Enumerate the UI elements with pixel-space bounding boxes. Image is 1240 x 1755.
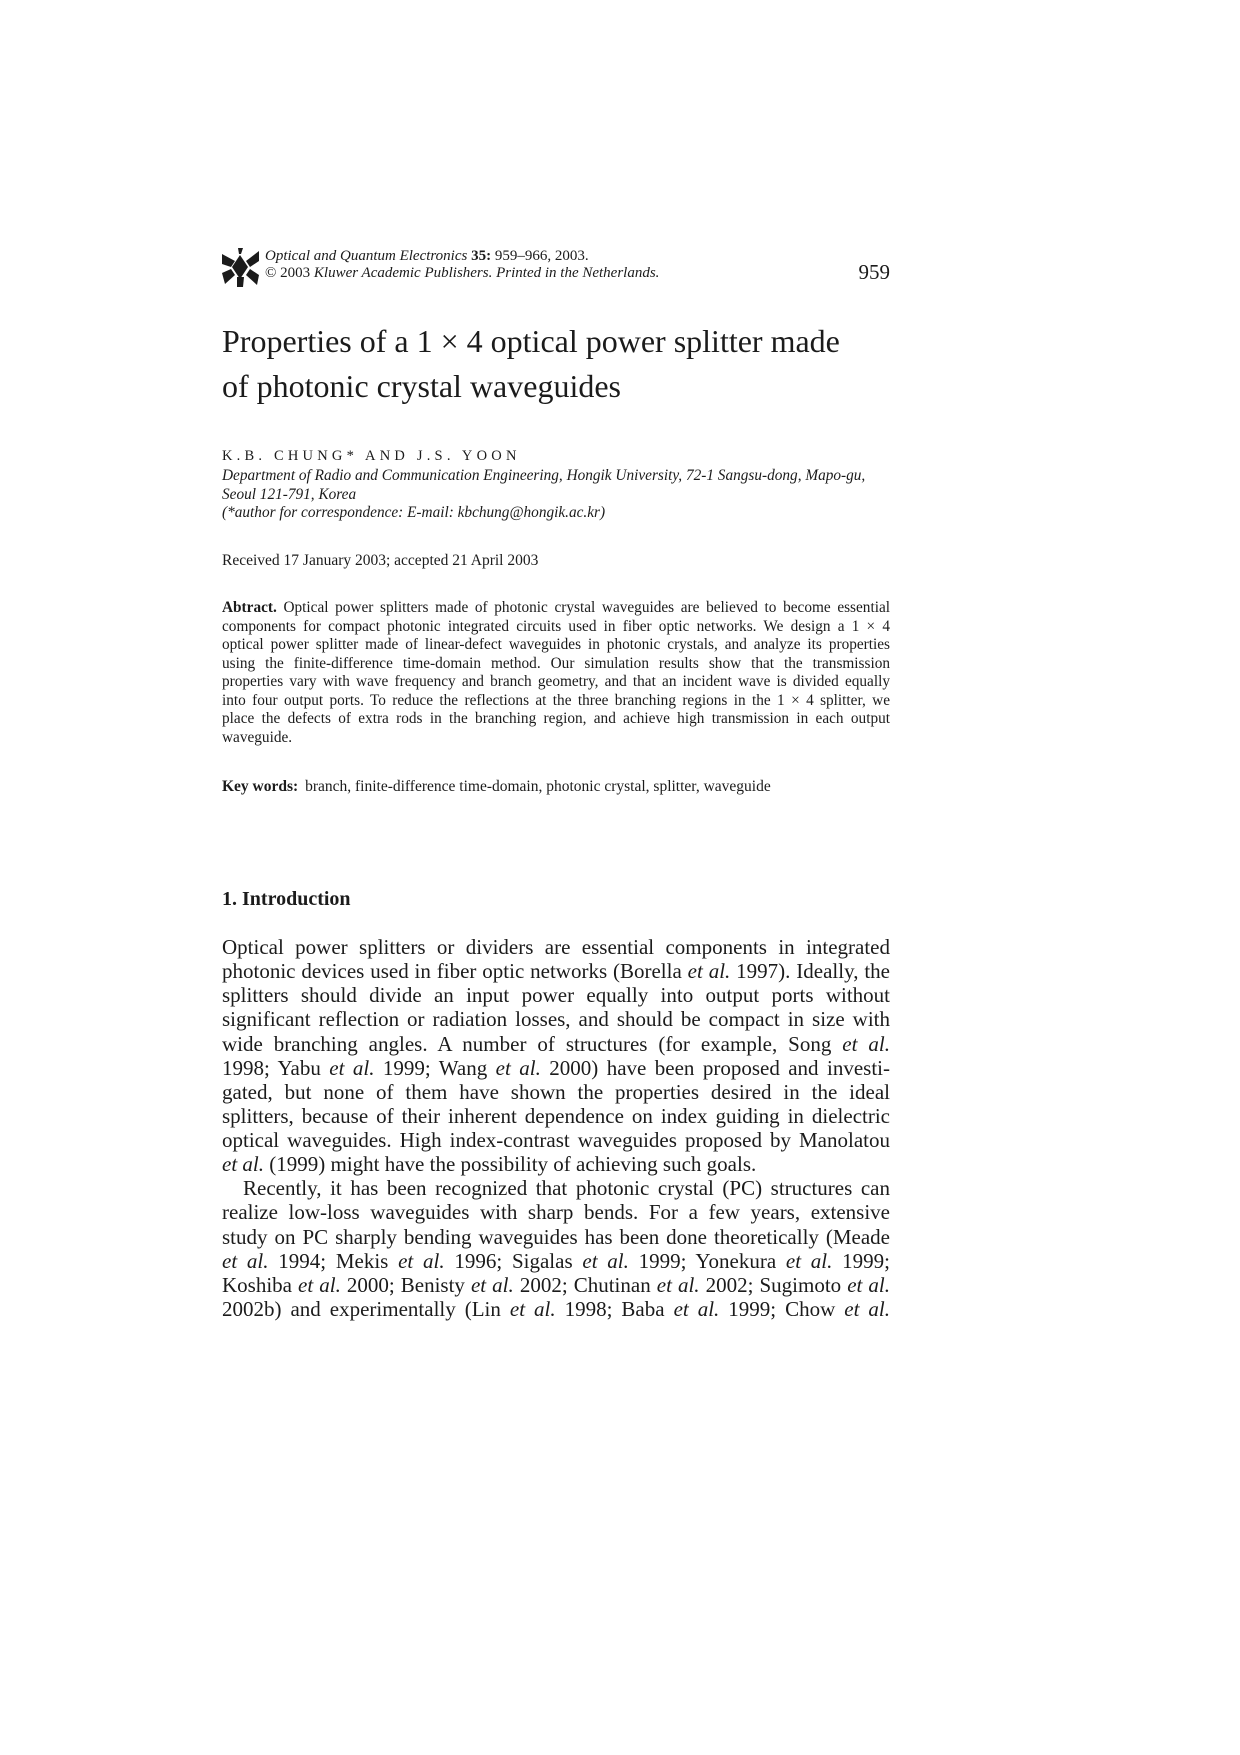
- italic-text: et al.: [298, 1272, 341, 1297]
- body-paragraph: [222, 1176, 890, 1321]
- text-run: splitters, because of their inherent dependence on index guiding in dielectric: [222, 1103, 890, 1128]
- keywords-text: branch, finite-difference time-domain, photonic crystal, splitter, waveguide: [305, 778, 771, 795]
- text-run: photonic devices used in fiber optic networks (Borella: [222, 959, 688, 984]
- affiliation-line: Seoul 121-791, Korea: [222, 485, 357, 503]
- body-line: [222, 1225, 890, 1249]
- italic-text: et al.: [582, 1248, 629, 1273]
- running-header: [265, 248, 659, 282]
- abstract-line: [222, 710, 890, 729]
- received-date: Received 17 January 2003; accepted 21 April 2003: [222, 552, 539, 569]
- text-run: 2002; Chutinan: [513, 1272, 657, 1297]
- affiliation: [222, 467, 865, 523]
- journal-citation-line: [265, 248, 659, 265]
- section-heading: 1. Introduction: [222, 888, 351, 910]
- body-line: [222, 1176, 890, 1200]
- abstract: [222, 599, 890, 748]
- abstract-line: [222, 729, 890, 748]
- abstract-line: [222, 692, 890, 711]
- text-run: optical waveguides. High index-contrast waveguides proposed by Manolatou: [222, 1128, 890, 1152]
- abstract-line: [222, 599, 890, 618]
- logo-shape: [238, 248, 243, 254]
- text-run: Koshiba: [222, 1272, 299, 1297]
- italic-text: et al.: [656, 1272, 700, 1297]
- text-run: Optical power splitters made of photonic crystal waveguides are believed to become essential: [283, 599, 890, 616]
- text-run: into four output ports. To reduce the reflections at the three branching regions in the 1 × 4 splitter, we: [222, 691, 890, 709]
- body-line: [222, 1152, 890, 1176]
- text-run: 2000) have been proposed and investi-: [540, 1055, 890, 1080]
- text-run: 1994; Mekis: [268, 1248, 399, 1273]
- abstract-line: [222, 673, 890, 692]
- italic-text: et al.: [673, 1296, 720, 1321]
- title-line: Properties of a 1 × 4 optical power splitter made: [222, 323, 840, 359]
- italic-text: et al.: [222, 1248, 269, 1273]
- text-run: 1999; Wang: [374, 1055, 496, 1080]
- body-line: [222, 1032, 890, 1056]
- text-run: 2000; Benisty: [340, 1272, 471, 1297]
- italic-text: et al.: [495, 1055, 541, 1080]
- text-run: significant reflection or radiation losses, and should be compact in size with: [222, 1007, 890, 1032]
- correspondence-line: (*author for correspondence: E-mail: kbchung@hongik.ac.kr): [222, 504, 606, 521]
- body-line: [222, 1056, 890, 1080]
- logo-shape: [246, 251, 259, 267]
- text-run: © 2003: [265, 265, 314, 281]
- abstract-line: [222, 636, 890, 655]
- body-line: [222, 1297, 890, 1321]
- text-run: study on PC sharply bending waveguides has been done theoretically (Meade: [222, 1224, 890, 1249]
- italic-text: Kluwer Academic Publishers. Printed in the Netherlands.: [313, 265, 660, 281]
- text-run: 1996; Sigalas: [444, 1248, 583, 1273]
- text-run: 2002; Sugimoto: [699, 1272, 848, 1297]
- text-run: wide branching angles. A number of structures (for example, Song: [222, 1031, 843, 1056]
- text-run: 959–966, 2003.: [491, 248, 589, 264]
- author-line: K.B. CHUNG* AND J.S. YOON: [222, 448, 521, 464]
- text-run: 1997). Ideally, the: [730, 959, 890, 984]
- body-line: [222, 1104, 890, 1128]
- text-run: components for compact photonic integrated circuits used in fiber optic networks. We design a 1 × 4: [222, 617, 890, 635]
- body-line: [222, 1007, 890, 1031]
- italic-text: et al.: [398, 1248, 445, 1273]
- publisher-logo-icon: [222, 248, 259, 287]
- text-run: splitters should divide an input power equally into output ports without: [222, 983, 890, 1008]
- body-line: [222, 1080, 890, 1104]
- keywords: [222, 778, 771, 796]
- text-run: 1999;: [832, 1248, 890, 1273]
- body-line: [222, 1273, 890, 1297]
- logo-shape: [222, 269, 235, 284]
- article-title: [222, 319, 840, 409]
- bold-text: 35:: [471, 248, 492, 264]
- logo-shape: [222, 254, 235, 267]
- italic-text: et al.: [847, 1272, 890, 1297]
- affiliation-line: Department of Radio and Communication Engineering, Hongik University, 72-1 Sangsu-dong, Mapo-gu,: [222, 467, 866, 484]
- page-number: 959: [858, 260, 890, 284]
- text-run: gated, but none of them have shown the properties desired in the ideal: [222, 1079, 890, 1104]
- body-line: [222, 1249, 890, 1273]
- italic-text: Optical and Quantum Electronics: [265, 248, 468, 264]
- body-line: [222, 983, 890, 1007]
- italic-text: et al.: [844, 1296, 890, 1321]
- abstract-label: Abtract.: [222, 599, 277, 616]
- body-text: [222, 935, 890, 1321]
- text-run: Optical power splitters or dividers are essential components in integrated: [222, 935, 890, 959]
- copyright-line: [265, 265, 659, 282]
- text-run: place the defects of extra rods in the branching region, and achieve high transmission in each output: [222, 710, 890, 728]
- text-run: Recently, it has been recognized that photonic crystal (PC) structures can: [243, 1176, 890, 1201]
- text-run: properties vary with wave frequency and branch geometry, and that an incident wave is divided equally: [222, 673, 890, 691]
- abstract-line: [222, 655, 890, 674]
- keywords-label: Key words:: [222, 778, 299, 795]
- text-run: 2002b) and experimentally (Lin: [222, 1296, 510, 1321]
- body-line: [222, 1200, 890, 1224]
- body-line: [222, 1128, 890, 1152]
- body-paragraph: [222, 935, 890, 1176]
- text-run: 1998; Yabu: [222, 1055, 330, 1080]
- italic-text: et al.: [842, 1031, 890, 1056]
- text-run: realize low-loss waveguides with sharp bends. For a few years, extensive: [222, 1200, 890, 1225]
- body-line: [222, 959, 890, 983]
- text-run: waveguide.: [222, 728, 293, 746]
- italic-text: et al.: [470, 1272, 514, 1297]
- text-run: optical power splitter made of linear-defect waveguides in photonic crystals, and analyze its properties: [222, 636, 890, 654]
- italic-text: et al.: [509, 1296, 556, 1321]
- body-line: [222, 935, 890, 959]
- text-run: using the finite-difference time-domain method. Our simulation results show that the transmission: [222, 654, 890, 672]
- italic-text: et al.: [785, 1248, 833, 1273]
- logo-shape: [246, 269, 259, 285]
- text-run: 1998; Baba: [555, 1296, 674, 1321]
- logo-shape: [237, 277, 244, 287]
- italic-text: et al.: [329, 1055, 375, 1080]
- italic-text: et al.: [222, 1152, 264, 1177]
- abstract-line: [222, 618, 890, 637]
- text-run: 1999; Yonekura: [628, 1248, 786, 1273]
- text-run: 1999; Chow: [719, 1296, 845, 1321]
- text-run: (1999) might have the possibility of achieving such goals.: [264, 1152, 757, 1177]
- italic-text: et al.: [687, 959, 731, 984]
- title-line: of photonic crystal waveguides: [222, 368, 621, 404]
